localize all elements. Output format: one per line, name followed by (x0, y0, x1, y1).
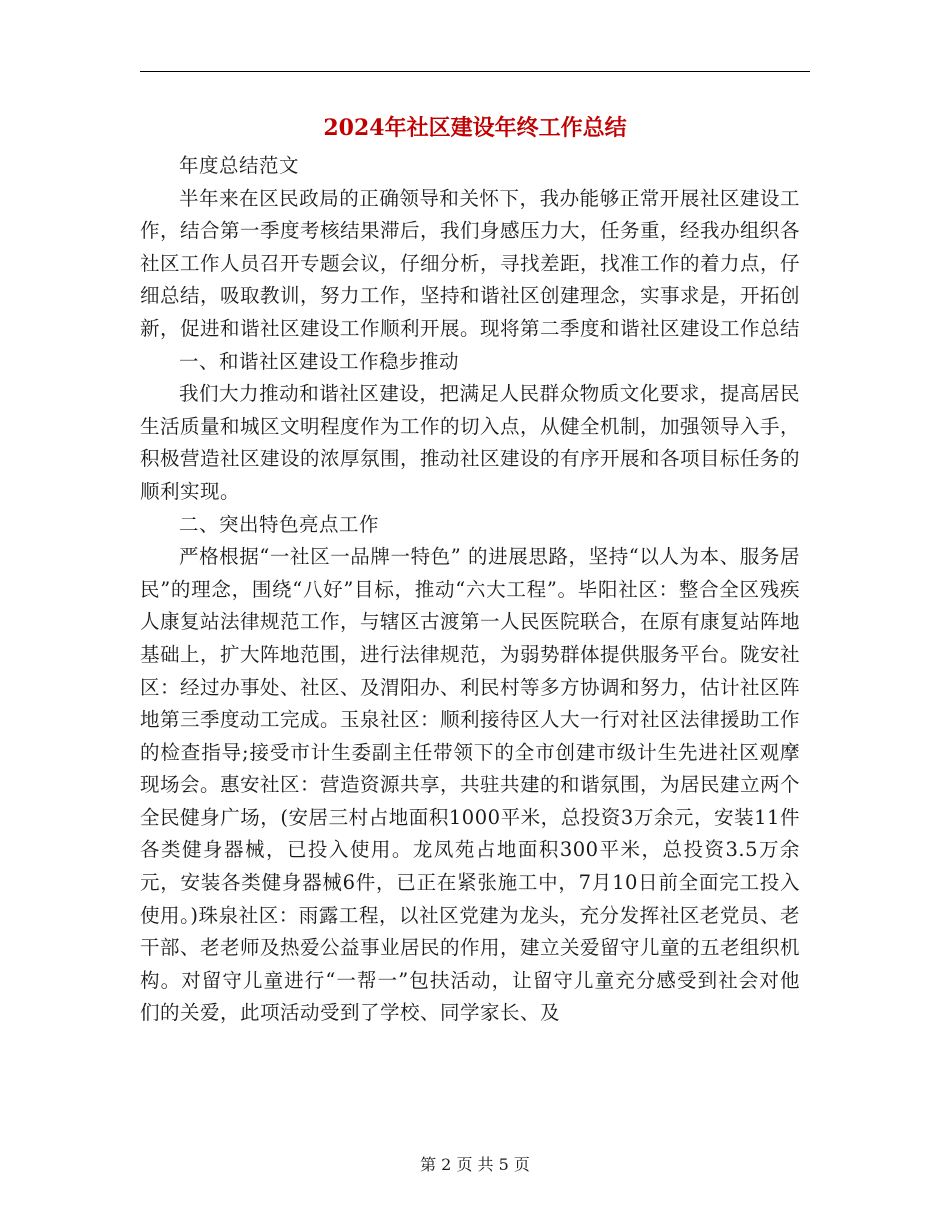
section-heading: 二、突出特色亮点工作 (179, 512, 380, 536)
paragraph: 年度总结范文 (179, 154, 300, 177)
paragraph: 我们大力推动和谐社区建设，把满足人民群众物质文化要求，提高居民生活质量和城区文明程度作为工作的切入点，从健全机制，加强领导入手，积极营造社区建设的浓厚氛围，推动社区建设的有序开展和各项目标任务的顺利实现。 (140, 382, 801, 503)
paragraph: 严格根据“一社区一品牌一特色” 的进展思路，坚持“以人为本、服务居民”的理念，围绕“八好”目标，推动“六大工程”。毕阳社区：整合全区残疾人康复站法律规范工作，与辖区古渡第一人民医院联合，在原有康复站阵地基础上，扩大阵地范围，进行法律规范，为弱势群体提供服务平台。陇安社区：经过办事处、社区、及渭阳办、利民村等多方协调和努力，估计社区阵地第三季度动工完成。玉泉社区：顺利接待区人大一行对社区法律援助工作的检查指导;接受市计生委副主任带领下的全市创建市级计生先进社区观摩现场会。惠安社区：营造资源共享，共驻共建的和谐氛围，为居民建立两个全民健身广场，(安居三村占地面积1000平米，总投资3万余元，安装11件各类健身器械，已投入使用。龙凤苑占地面积300平米，总投资3.5万余元，安装各类健身器械6件，已正在紧张施工中，7月10日前全面完工投入使用。)珠泉社区：雨露工程，以社区党建为龙头，充分发挥社区老党员、老干部、老老师及热爱公益事业居民的作用，建立关爱留守儿童的五老组织机构。对留守儿童进行“一帮一”包扶活动，让留守儿童充分感受到社会对他们的关爱，此项活动受到了学校、同学家长、及 (140, 545, 801, 1025)
document-body (140, 150, 800, 1030)
paragraph: 半年来在区民政局的正确领导和关怀下，我办能够正常开展社区建设工作，结合第一季度考核结果滞后，我们身感压力大，任务重，经我办组织各社区工作人员召开专题会议，仔细分析，寻找差距，找准工作的着力点，仔细总结，吸取教训，努力工作，坚持和谐社区创建理念，实事求是，开拓创新，促进和谐社区建设工作顺利开展。现将第二季度和谐社区建设工作总结 (140, 186, 801, 340)
document-title: 2024年社区建设年终工作总结 (323, 115, 627, 141)
section-heading: 一、和谐社区建设工作稳步推动 (179, 349, 460, 373)
page-number: 第 2 页 共 5 页 (420, 1155, 530, 1174)
header-rule (140, 71, 810, 72)
